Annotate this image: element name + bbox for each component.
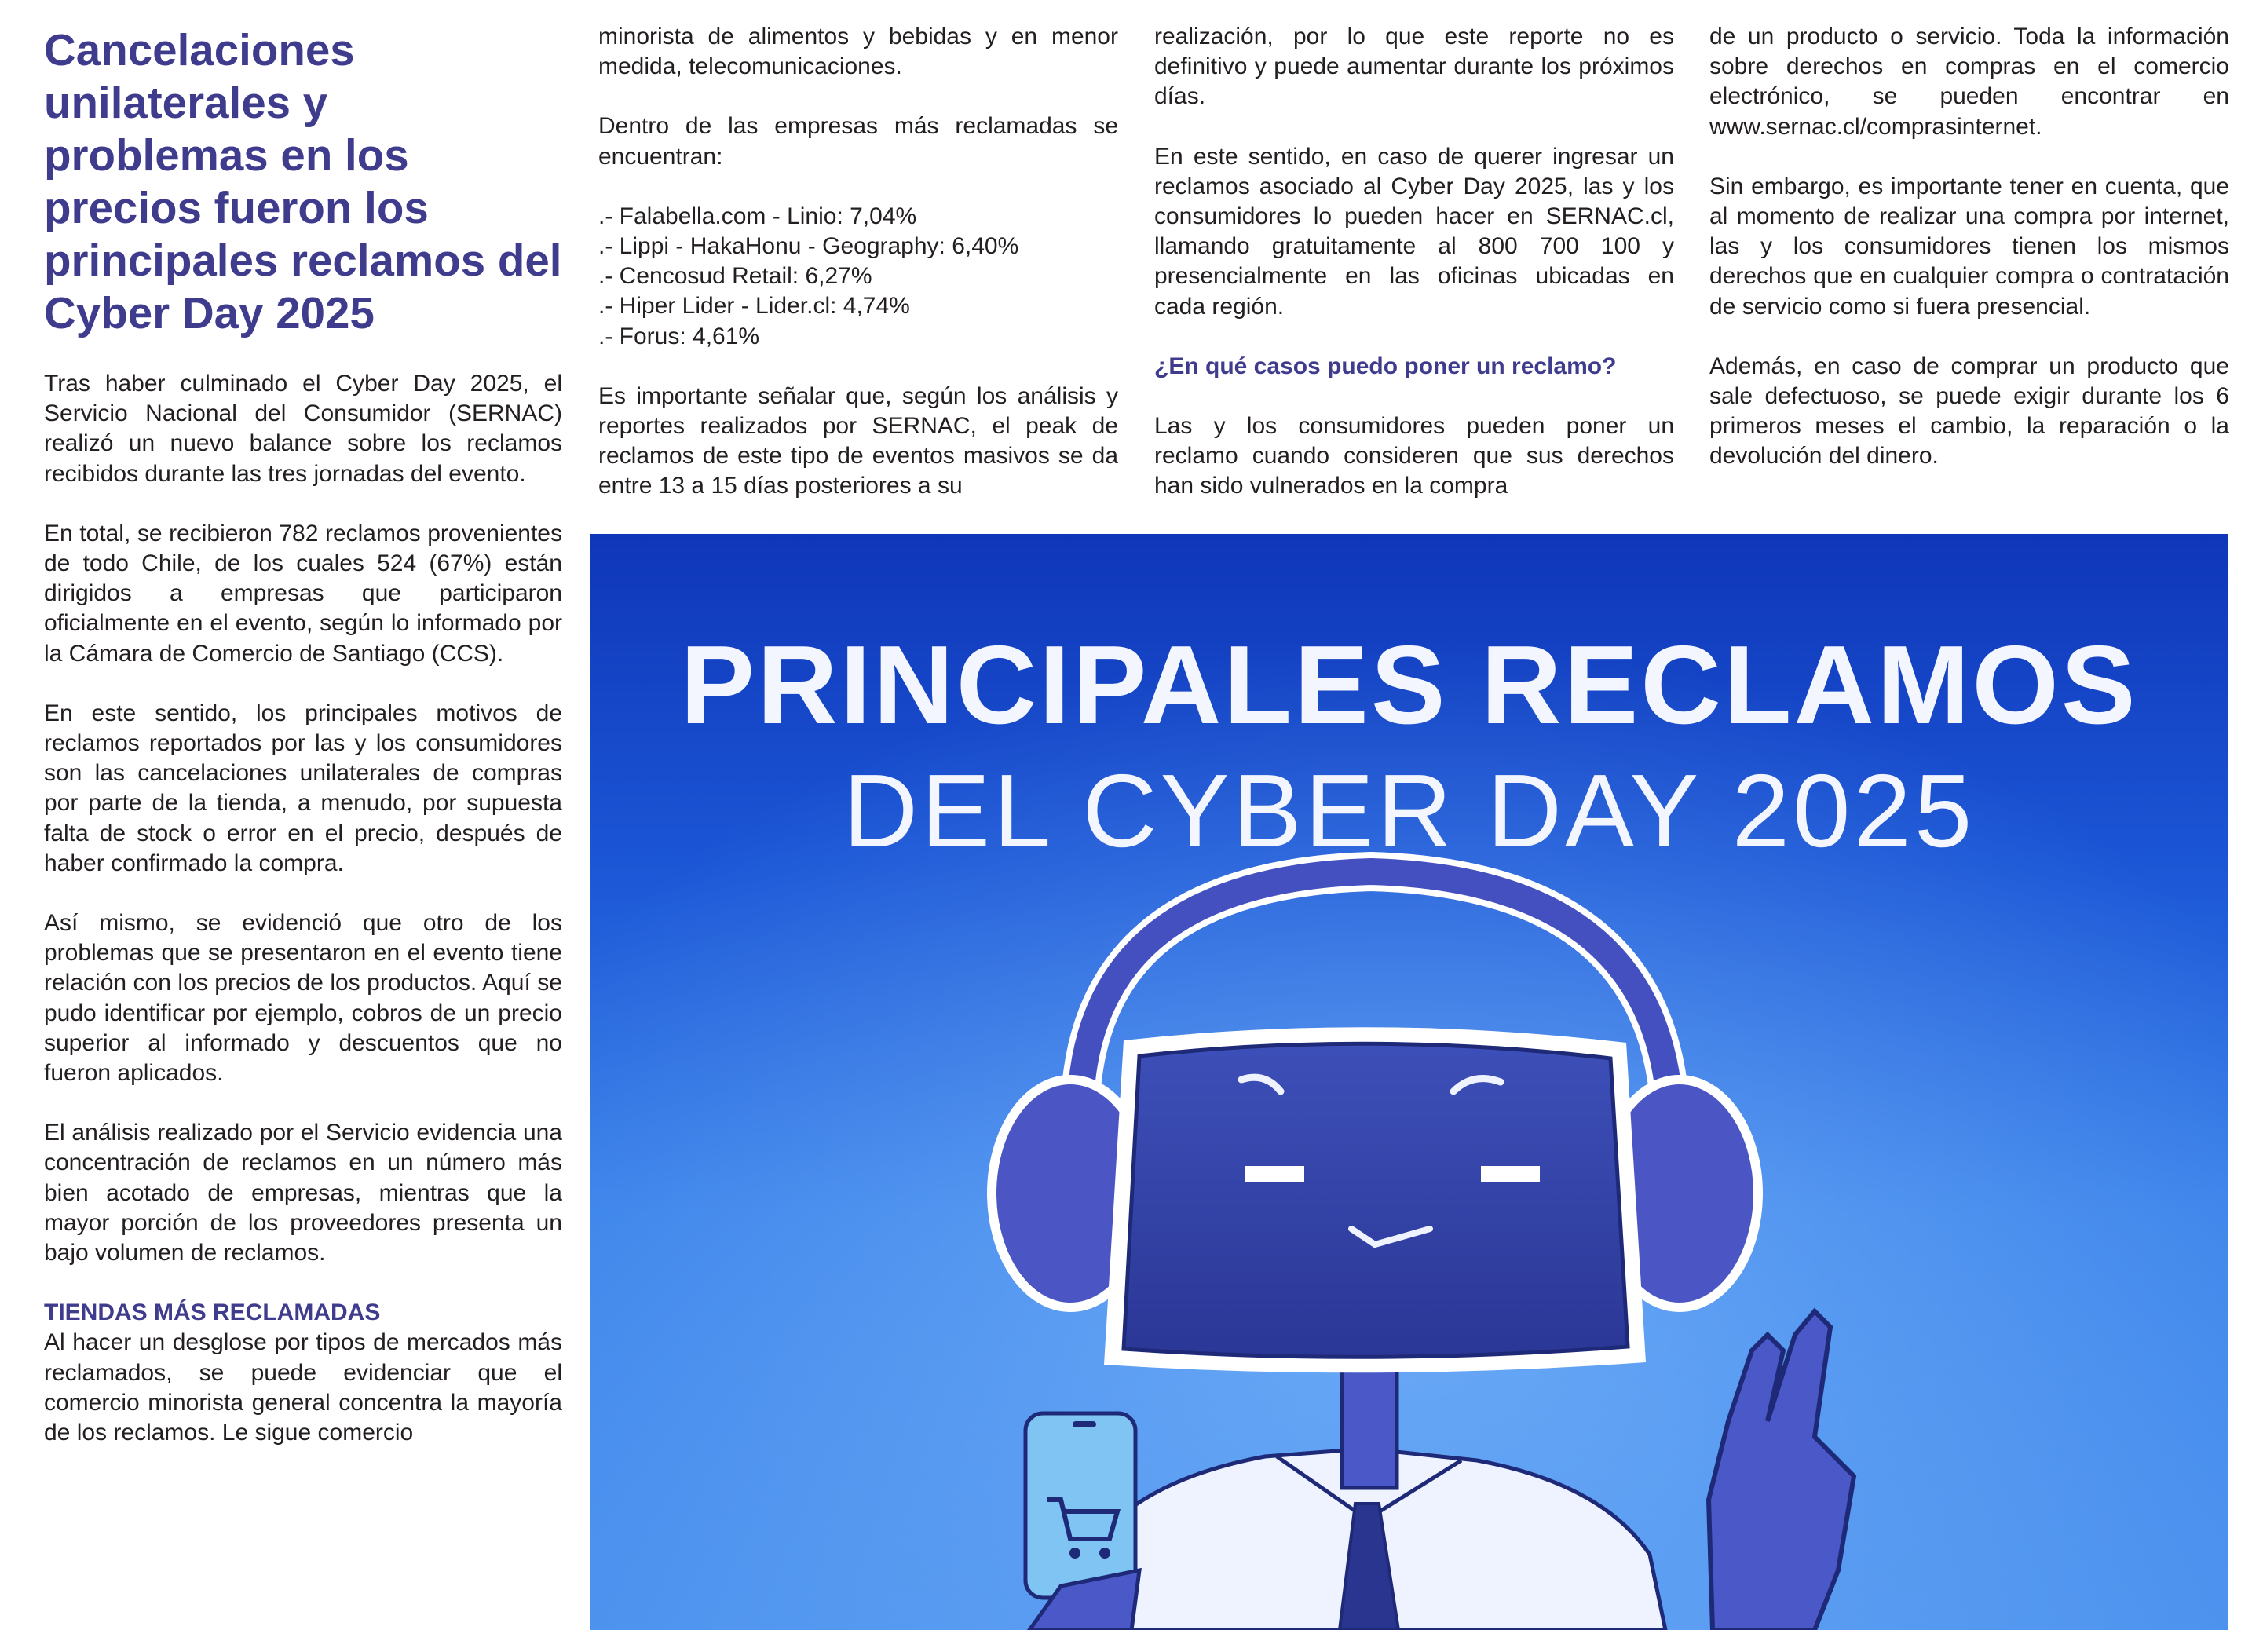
column-2 <box>598 0 1118 532</box>
paragraph-intro: Tras haber culminado el Cyber Day 2025, el Servicio Nacional del Consumidor (SERNAC) realizó un nuevo balance sobre los reclamos recibidos durante las tres jornadas del evento. <box>44 371 562 487</box>
paragraph-motivos: En este sentido, los principales motivos de reclamos reportados por las y los consumidores son las cancelaciones unilaterales de compras por parte de la tienda, a menudo, por supuesta falta de stock o error en el precio, después de haber confirmado la compra. <box>44 700 562 876</box>
company-list-item: .- Cencosud Retail: 6,27% <box>598 263 872 290</box>
company-list-item: .- Hiper Lider - Lider.cl: 4,74% <box>598 293 910 320</box>
subheading-tiendas: TIENDAS MÁS RECLAMADAS <box>44 1299 381 1326</box>
company-list <box>598 202 1118 352</box>
paragraph-peak: Es importante señalar que, según los análisis y reportes realizados por SERNAC, el peak de reclamos de este tipo de eventos masivos se da entre 13 a 15 días posteriores a su <box>598 382 1118 499</box>
paragraph-defectuoso: Además, en caso de comprar un producto que sale defectuoso, se puede exigir durante los 6 primeros meses el cambio, la reparación o la devolución del dinero. <box>1709 353 2229 470</box>
hero-title-line-2: DEL CYBER DAY 2025 <box>843 753 1976 868</box>
hero-illustration <box>590 534 2228 1630</box>
company-list-item: .- Falabella.com - Linio: 7,04% <box>598 203 917 229</box>
paragraph-realizacion: realización, por lo que este reporte no es definitivo y puede aumentar durante los próximos días. <box>1154 24 1674 110</box>
paragraph-total-reclamos: En total, se recibieron 782 reclamos provenientes de todo Chile, de los cuales 524 (67%) están dirigidos a empresas que participaron oficialmente en el evento, según lo informado por la Cámara de Comercio de Santiago (CCS). <box>44 520 562 667</box>
paragraph-empresas-intro: Dentro de las empresas más reclamadas se encuentran: <box>598 113 1118 170</box>
paragraph-desglose: Al hacer un desglose por tipos de mercados más reclamados, se puede evidenciar que el comercio minorista general concentra la mayoría de los reclamos. Le sigue comercio <box>44 1329 562 1446</box>
subheading-casos: ¿En qué casos puedo poner un reclamo? <box>1154 353 1617 379</box>
article-headline: Cancelaciones unilaterales y problemas en los precios fueron los principales reclamos del Cyber Day 2025 <box>44 25 562 338</box>
company-list-item: .- Lippi - HakaHonu - Geography: 6,40% <box>598 233 1019 260</box>
paragraph-casos: Las y los consumidores pueden poner un reclamo cuando consideren que sus derechos han sido vulnerados en la compra <box>1154 413 1674 499</box>
paragraph-continuacion: minorista de alimentos y bebidas y en menor medida, telecomunicaciones. <box>598 24 1118 80</box>
paragraph-precios: Así mismo, se evidenció que otro de los problemas que se presentaron en el evento tiene relación con los precios de los productos. Aquí se pudo identificar por ejemplo, cobros de un precio superior al informado y descuentos que no fueron aplicados. <box>44 910 562 1087</box>
column-3 <box>1154 0 1674 532</box>
paragraph-mismos-derechos: Sin embargo, es importante tener en cuenta, que al momento de realizar una compra por internet, las y los consumidores tienen los mismos derechos que en cualquier compra o contratación de servicio como si fuera presencial. <box>1709 173 2229 320</box>
paragraph-analisis: El análisis realizado por el Servicio evidencia una concentración de reclamos en un número más bien acotado de empresas, mientras que la mayor porción de los proveedores presenta un bajo volumen de reclamos. <box>44 1120 562 1266</box>
company-list-item: .- Forus: 4,61% <box>598 323 760 349</box>
column-4 <box>1709 0 2229 502</box>
hero-title-line-1: PRINCIPALES RECLAMOS <box>680 623 2138 747</box>
paragraph-derechos-web: de un producto o servicio. Toda la información sobre derechos en compras en el comercio electrónico, se pueden encontrar en www.sernac.cl/comprasinternet. <box>1709 24 2229 140</box>
column-1 <box>44 0 562 1448</box>
paragraph-ingresar-reclamo: En este sentido, en caso de querer ingresar un reclamos asociado al Cyber Day 2025, las y los consumidores lo pueden hacer en SERNAC.cl, llamando gratuitamente al 800 700 100 y presencialmente en las oficinas ubicadas en cada región. <box>1154 143 1674 320</box>
